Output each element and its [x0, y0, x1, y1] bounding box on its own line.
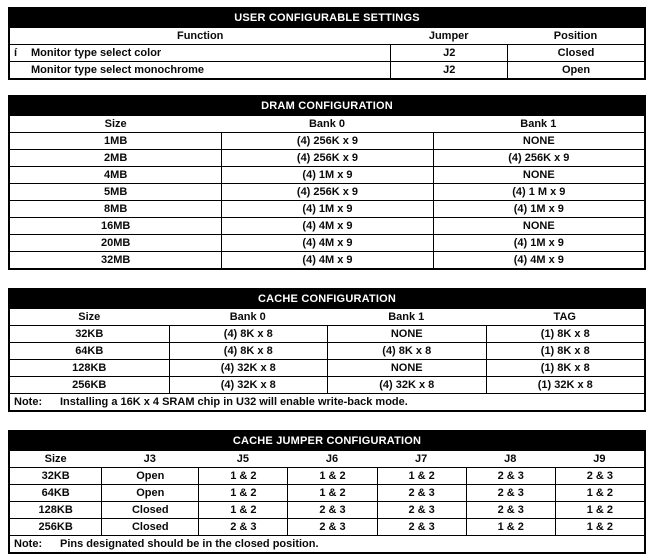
- table-cell: 1 & 2: [555, 519, 644, 535]
- table-title: USER CONFIGURABLE SETTINGS: [10, 9, 644, 28]
- manual-page: [8, 0, 646, 554]
- table-cell: (4) 1M x 9: [221, 167, 432, 183]
- table-header-row: [10, 451, 644, 467]
- table-cell: (1) 8K x 8: [486, 360, 645, 376]
- column-header: Bank 1: [520, 118, 557, 130]
- table-cell: NONE: [433, 133, 644, 149]
- table-cell: (4) 4M x 9: [221, 252, 432, 268]
- table-cell: [10, 62, 390, 78]
- table-cell: 2MB: [104, 152, 128, 164]
- table-cell: (4) 8K x 8: [169, 326, 328, 342]
- table-cell: (4) 4M x 9: [221, 218, 432, 234]
- table-cell: Closed: [507, 45, 644, 61]
- table-row: [10, 325, 644, 342]
- table-body: [10, 44, 644, 78]
- column-header: J9: [593, 453, 606, 465]
- table-cell: Closed: [101, 519, 198, 535]
- table-cell: (4) 1M x 9: [433, 201, 644, 217]
- table-row: [10, 166, 644, 183]
- table-row: [10, 217, 644, 234]
- column-header: Size: [104, 118, 127, 130]
- table-body: [10, 132, 644, 268]
- table-cell: (4) 256K x 9: [221, 150, 432, 166]
- table-cell: 256KB: [72, 379, 107, 391]
- column-header: J8: [504, 453, 517, 465]
- column-header: Size: [78, 311, 101, 323]
- table-cache-configuration: [8, 288, 646, 412]
- table-cell: 2 & 3: [466, 502, 555, 518]
- table-body: [10, 467, 644, 535]
- table-cell: (4) 32K x 8: [169, 377, 328, 393]
- table-cell: Open: [101, 468, 198, 484]
- table-cell: 2 & 3: [466, 468, 555, 484]
- cell-text: Monitor type select color: [31, 47, 162, 59]
- table-cell: 16MB: [100, 220, 131, 232]
- table-cell: 1 & 2: [287, 468, 376, 484]
- table-cell: J2: [390, 45, 507, 61]
- table-row: [10, 518, 644, 535]
- table-row: [10, 342, 644, 359]
- column-header: Jumper: [428, 30, 469, 42]
- table-cell: (4) 256K x 9: [221, 133, 432, 149]
- column-header: Position: [553, 30, 598, 42]
- table-note-row: [10, 535, 644, 552]
- table-cell: 20MB: [100, 237, 131, 249]
- table-cell: (4) 1 M x 9: [433, 184, 644, 200]
- note-label: Note:: [14, 396, 43, 408]
- table-row: [10, 467, 644, 484]
- table-header-row: [10, 116, 644, 132]
- table-cell: 8MB: [104, 203, 128, 215]
- table-cell: 2 & 3: [377, 519, 466, 535]
- table-cell: NONE: [327, 360, 486, 376]
- column-header: Size: [44, 453, 67, 465]
- table-cell: Open: [507, 62, 644, 78]
- table-header-row: [10, 309, 644, 325]
- row-bullet: í: [14, 47, 18, 59]
- table-cell: 1 & 2: [466, 519, 555, 535]
- table-cell: (4) 256K x 9: [221, 184, 432, 200]
- column-header: Bank 0: [308, 118, 346, 130]
- table-cell: 2 & 3: [377, 485, 466, 501]
- table-cell: Closed: [101, 502, 198, 518]
- table-cell: 32KB: [75, 328, 104, 340]
- note-text: Pins designated should be in the closed position.: [60, 538, 319, 550]
- table-row: [10, 359, 644, 376]
- table-cell: 1 & 2: [377, 468, 466, 484]
- table-cell: 32MB: [100, 254, 131, 266]
- table-cell: 2 & 3: [555, 468, 644, 484]
- table-row: [10, 61, 644, 78]
- cell-text: Monitor type select monochrome: [31, 64, 204, 76]
- table-cell: 2 & 3: [287, 519, 376, 535]
- column-header: J5: [236, 453, 249, 465]
- table-cell: 2 & 3: [377, 502, 466, 518]
- table-cell: (1) 32K x 8: [486, 377, 645, 393]
- column-header: Bank 0: [229, 311, 266, 323]
- table-cell: 32KB: [41, 470, 70, 482]
- column-header: Bank 1: [388, 311, 425, 323]
- table-cell: (4) 4M x 9: [221, 235, 432, 251]
- table-row: [10, 183, 644, 200]
- table-cell: 1 & 2: [198, 468, 287, 484]
- table-cell: NONE: [433, 167, 644, 183]
- table-cell: 256KB: [38, 521, 73, 533]
- table-cell: 1MB: [104, 135, 128, 147]
- table-user-configurable-settings: [8, 7, 646, 80]
- table-body: [10, 325, 644, 393]
- table-cell: 1 & 2: [555, 502, 644, 518]
- table-cell: (4) 256K x 9: [433, 150, 644, 166]
- table-row: [10, 132, 644, 149]
- table-dram-configuration: [8, 95, 646, 270]
- table-cell: 128KB: [72, 362, 107, 374]
- table-row: [10, 44, 644, 61]
- row-bullet: [10, 62, 31, 78]
- table-cell: 1 & 2: [198, 485, 287, 501]
- table-row: [10, 484, 644, 501]
- table-cell: [10, 45, 390, 61]
- table-title: CACHE CONFIGURATION: [10, 290, 644, 309]
- table-cell: (4) 4M x 9: [433, 252, 644, 268]
- table-cell: (4) 1M x 9: [221, 201, 432, 217]
- column-header: J3: [143, 453, 156, 465]
- column-header: Function: [176, 30, 224, 42]
- table-cell: 2 & 3: [287, 502, 376, 518]
- table-cell: NONE: [327, 326, 486, 342]
- table-cell: (4) 8K x 8: [327, 343, 486, 359]
- table-cell: 64KB: [75, 345, 104, 357]
- column-header: TAG: [553, 311, 576, 323]
- column-header: J7: [414, 453, 428, 465]
- note-text: Installing a 16K x 4 SRAM chip in U32 will enable write-back mode.: [60, 396, 408, 408]
- table-cell: 5MB: [104, 186, 128, 198]
- table-title: DRAM CONFIGURATION: [10, 97, 644, 116]
- table-cell: (1) 8K x 8: [486, 343, 645, 359]
- table-note-row: [10, 393, 644, 410]
- table-cell: J2: [390, 62, 507, 78]
- table-cell: (4) 1M x 9: [433, 235, 644, 251]
- table-cache-jumper-configuration: [8, 430, 646, 554]
- table-cell: 2 & 3: [198, 519, 287, 535]
- table-cell: 128KB: [38, 504, 73, 516]
- table-row: [10, 376, 644, 393]
- table-cell: Open: [101, 485, 198, 501]
- table-row: [10, 251, 644, 268]
- table-row: [10, 234, 644, 251]
- table-row: [10, 200, 644, 217]
- table-cell: (4) 32K x 8: [169, 360, 328, 376]
- table-cell: (4) 8K x 8: [169, 343, 328, 359]
- table-row: [10, 149, 644, 166]
- table-cell: NONE: [433, 218, 644, 234]
- table-row: [10, 501, 644, 518]
- table-cell: 1 & 2: [287, 485, 376, 501]
- table-cell: 2 & 3: [466, 485, 555, 501]
- note-label: Note:: [14, 538, 43, 550]
- table-cell: (4) 32K x 8: [327, 377, 486, 393]
- table-title: CACHE JUMPER CONFIGURATION: [10, 432, 644, 451]
- table-cell: (1) 8K x 8: [486, 326, 645, 342]
- table-header-row: [10, 28, 644, 44]
- table-cell: 1 & 2: [555, 485, 644, 501]
- column-header: J6: [325, 453, 339, 465]
- table-cell: 4MB: [104, 169, 128, 181]
- table-cell: 64KB: [41, 487, 70, 499]
- table-cell: 1 & 2: [198, 502, 287, 518]
